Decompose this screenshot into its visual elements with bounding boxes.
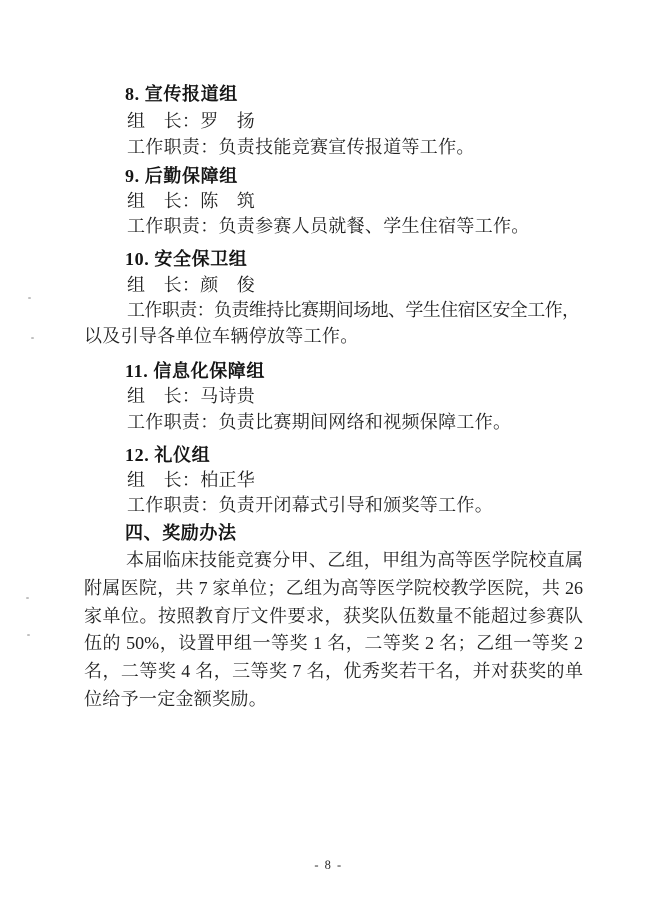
page-number: - 8 - (314, 858, 343, 872)
scan-speck (31, 337, 34, 339)
scan-speck (27, 634, 30, 636)
section-heading: 四、奖励办法 (125, 523, 237, 543)
section-heading: 11. 信息化保障组 (125, 361, 266, 381)
duty-line: 工作职责：负责比赛期间网络和视频保障工作。 (127, 412, 512, 432)
leader-line: 组 长：柏正华 (127, 470, 256, 490)
leader-line: 组 长：马诗贵 (127, 386, 256, 406)
section-heading: 9. 后勤保障组 (125, 166, 238, 186)
paragraph-line: 位给予一定金额奖励。 (84, 689, 267, 709)
duty-line: 工作职责：负责参赛人员就餐、学生住宿等工作。 (127, 216, 530, 236)
duty-line: 以及引导各单位车辆停放等工作。 (84, 326, 359, 346)
scan-speck (26, 597, 29, 599)
paragraph-line: 本届临床技能竞赛分甲、乙组，甲组为高等医学院校直属 (126, 550, 583, 570)
leader-line: 组 长：罗 扬 (127, 111, 256, 131)
leader-line: 组 长：颜 俊 (127, 275, 256, 295)
duty-line: 工作职责：负责技能竞赛宣传报道等工作。 (127, 137, 475, 157)
section-heading: 8. 宣传报道组 (125, 84, 238, 104)
section-heading: 12. 礼仪组 (125, 445, 211, 465)
paragraph-line: 名，二等奖 4 名，三等奖 7 名，优秀奖若干名，并对获奖的单 (84, 661, 583, 681)
paragraph-line: 家单位。按照教育厅文件要求，获奖队伍数量不能超过参赛队 (84, 606, 583, 626)
duty-line: 工作职责：负责开闭幕式引导和颁奖等工作。 (127, 495, 493, 515)
leader-line: 组 长：陈 筑 (127, 191, 256, 211)
section-heading: 10. 安全保卫组 (125, 249, 248, 269)
paragraph-line: 伍的 50%，设置甲组一等奖 1 名，二等奖 2 名；乙组一等奖 2 (84, 633, 583, 653)
duty-line: 工作职责：负责维持比赛期间场地、学生住宿区安全工作， (127, 300, 580, 320)
paragraph-line: 附属医院，共 7 家单位；乙组为高等医学院校教学医院，共 26 (84, 578, 583, 598)
scan-speck (28, 297, 31, 299)
